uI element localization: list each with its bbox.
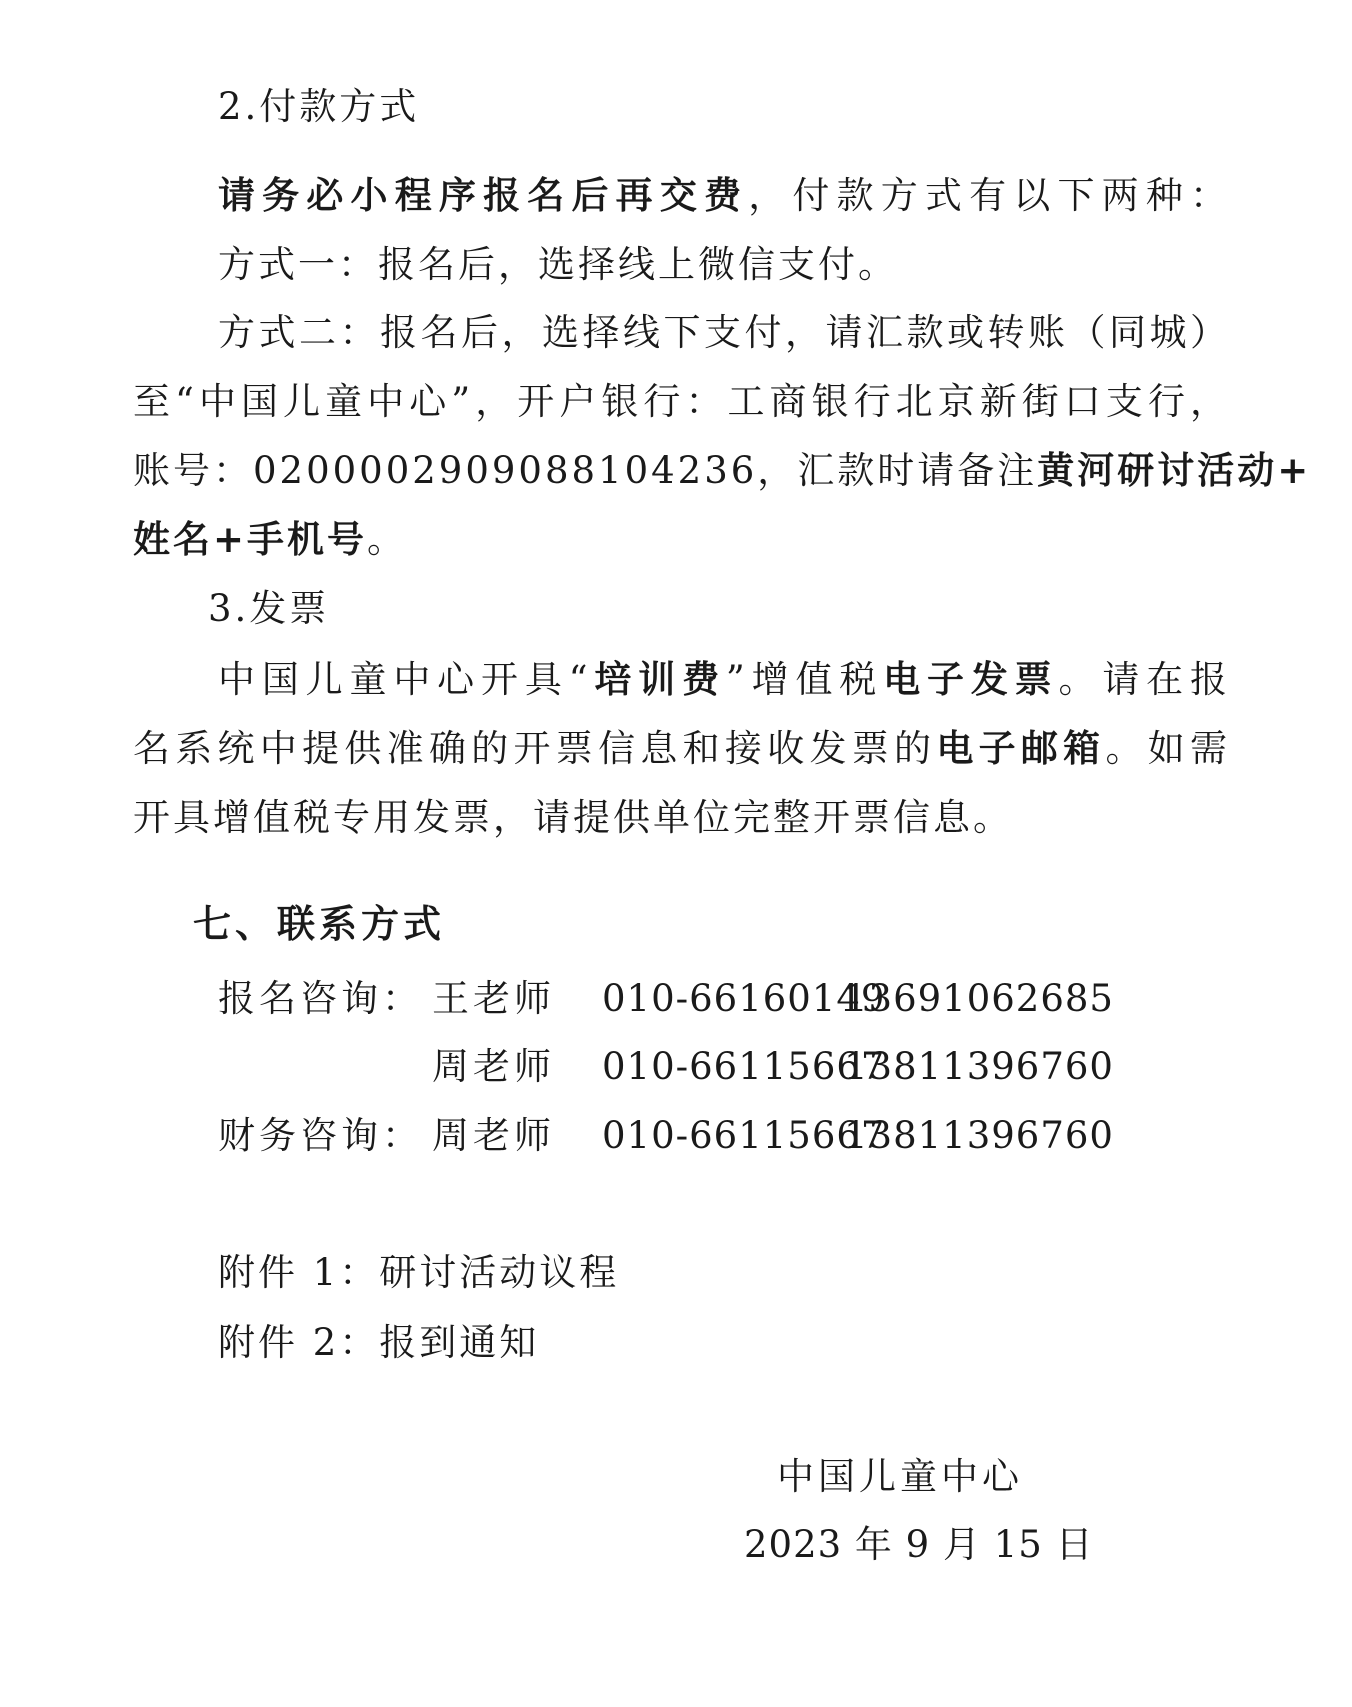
payment-method-2-line-2: 至“中国儿童中心”，开户银行：工商银行北京新街口支行， — [133, 380, 1230, 423]
contact-name: 王老师 — [432, 977, 555, 1020]
contact-phone: 010-66115667 — [602, 1045, 886, 1088]
period: 。 — [367, 518, 408, 561]
remark-emphasis-cont: 姓名+手机号 — [133, 518, 368, 561]
contact-phone: 010-66115667 — [602, 1114, 886, 1157]
attachment-item: 附件 1：研讨活动议程 — [218, 1251, 620, 1294]
remark-emphasis: 黄河研讨活动+ — [1037, 449, 1312, 492]
invoice-text: 。请在报 — [1058, 658, 1231, 701]
invoice-line-1 — [218, 656, 1230, 704]
attachment-item: 附件 2：报到通知 — [218, 1321, 540, 1364]
payment-method-2-line-4 — [133, 516, 407, 564]
invoice-emphasis-email: 电子邮箱 — [936, 727, 1106, 770]
contact-mobile: 13691062685 — [844, 977, 1114, 1020]
payment-title: 2.付款方式 — [218, 85, 420, 128]
contact-label: 财务咨询： — [218, 1114, 423, 1157]
payment-method-2-line-1: 方式二：报名后，选择线下支付，请汇款或转账（同城） — [218, 311, 1230, 354]
contact-label: 报名咨询： — [218, 977, 423, 1020]
invoice-line-3: 开具增值税专用发票，请提供单位完整开票信息。 — [133, 796, 1013, 839]
invoice-emphasis-fee: 培训费 — [590, 658, 726, 701]
invoice-line-2 — [133, 725, 1230, 773]
payment-intro-rest: ，付款方式有以下两种： — [748, 174, 1231, 217]
contact-mobile: 13811396760 — [844, 1114, 1114, 1157]
contact-name: 周老师 — [432, 1114, 555, 1157]
invoice-text: 中国儿童中心开具“ — [218, 658, 591, 701]
payment-method-2-line-3 — [133, 447, 1312, 495]
contact-name: 周老师 — [432, 1045, 555, 1088]
payment-intro-emphasis: 请务必小程序报名后再交费 — [218, 174, 749, 217]
invoice-text: ”增值税 — [725, 658, 884, 701]
account-number-text: 账号：0200002909088104236，汇款时请备注 — [133, 449, 1038, 492]
contact-heading: 七、联系方式 — [193, 902, 446, 946]
invoice-emphasis-e-invoice: 电子发票 — [883, 658, 1059, 701]
signature-date: 2023 年 9 月 15 日 — [744, 1523, 1094, 1566]
payment-method-1: 方式一：报名后，选择线上微信支付。 — [218, 243, 898, 286]
invoice-text: 。如需 — [1105, 727, 1231, 770]
payment-intro — [218, 172, 1230, 220]
contact-phone: 010-66160149 — [602, 977, 886, 1020]
invoice-text: 名系统中提供准确的开票信息和接收发票的 — [133, 727, 937, 770]
invoice-title: 3.发票 — [208, 587, 330, 630]
contact-mobile: 13811396760 — [844, 1045, 1114, 1088]
signature-org: 中国儿童中心 — [777, 1455, 1023, 1498]
